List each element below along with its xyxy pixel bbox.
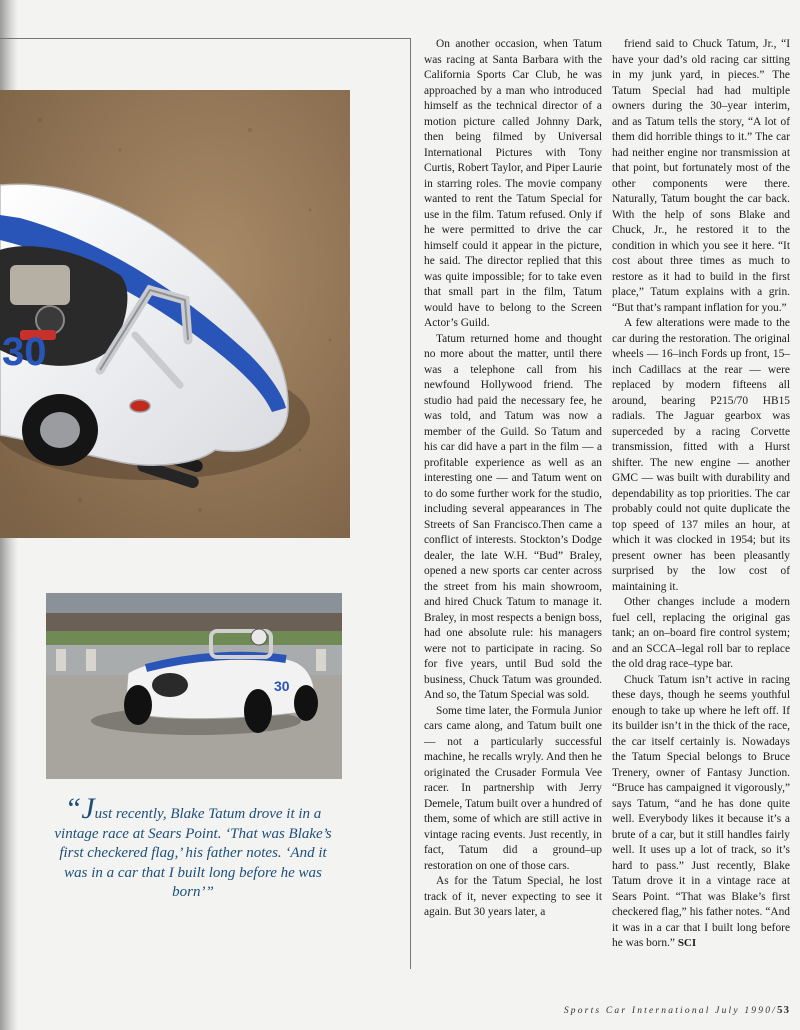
race-car-overhead-photo [0,90,350,538]
article-column-2 [612,37,790,952]
svg-text:30: 30 [2,330,47,374]
paragraph: friend said to Chuck Tatum, Jr., “I have your dad’s old racing car sitting in my junk yard, in pieces.” The Tatum Special had had multiple owners during the 30–year interim, and as Tatum tells the story, “A lot of them did horrible things to it.” The car had neither engine nor transmission at that point, but fortunately most of the other components were there. Naturally, Tatum bought the car back. With the help of sons Blake and Chuck, Jr., he restored it to the condition in which you see it here. “It cost about three times as much to restore as it had to build in the first place,” Tatum explains with a grin. “But that’s rampant inflation for you.” [612,38,790,314]
svg-text:30: 30 [274,678,290,694]
page-footer [520,1004,790,1016]
pull-quote-initial: “J [64,792,95,825]
race-car-on-track-photo [46,593,342,779]
paragraph: A few alterations were made to the car during the restoration. The original wheels — 16–inch Fords up front, 15–inch Cadillacs at the rear — were replaced by modern fifteens all around, bearing P215/70 HB15 radials. The Jaguar gearbox was superceded by a racing Corvette transmission, fitted with a Hurst shifter. The new engine — another GMC — was built with durability and dependability as top priorities. The car probably could not quite duplicate the top speed of 137 miles an hour, at which it was clocked in 1954; but its present owner has been pleasantly surprised by the low cost of maintaining it. [612,317,790,593]
end-mark: SCI [677,937,697,949]
paragraph: Some time later, the Formula Junior cars came along, and Tatum built one — not a particularly successful machine, he recalls wryly. And then he originated the Crusader Formula Vee racer. In partnership with Jerry Demele, Tatum built over a hundred of them, some of which are still active in vintage racing events. Just recently, in fact, Tatum did a ground–up restoration on one of those cars. [424,704,602,872]
paragraph: On another occasion, when Tatum was racing at Santa Barbara with the California Sports Car Club, he was approached by a man who introduced himself as the technical director of a motion picture called Johnny Dark, then being filmed by Universal International Pictures with Tony Curtis, Robert Taylor, and Piper Laurie in starring roles. The movie company wanted to rent the Tatum Special for use in the film. Tatum refused. Only if he were permitted to drive the car himself could it appear in the picture, he said. The director replied that this was quite impossible; for to take even that small part in the film, Tatum would have to belong to the Screen Actor’s Guild. [424,38,602,329]
paragraph [612,673,790,952]
footer-magazine-date: Sports Car International July 1990/ [563,1006,777,1016]
pull-quote [48,792,338,903]
paragraph: As for the Tatum Special, he lost track of it, never expecting to see it again. But 30 years later, a [424,875,602,918]
pull-quote-text: ust recently, Blake Tatum drove it in a vintage race at Sears Point. ‘That was Blake’s first checkered flag,’ his father notes. ‘And it was in a car that I built long before he was born’” [54,806,332,900]
paragraph-text: Chuck Tatum isn’t active in racing these days, though he seems youthful enough to take up where he left off. If its builder isn’t in the thick of the race, the car itself certainly is. Nowadays the Tatum Special belongs to Bruce Trenery, owner of Fantasy Junction. “Bruce has campaigned it vigorously,” says Tatum, “and he has done quite well. Everybody likes it because it’s a brute of a car, but it still handles fairly well. It uses up a lot of track, so it’s hard to pass.” Just recently, Blake Tatum drove it in a vintage race at Sears Point. “That was Blake’s first checkered flag,” his father notes. “And it was in a car that I built long before he was born.” [612,673,790,949]
article-column-1 [424,37,602,921]
paragraph: Other changes include a modern fuel cell, replacing the original gas tank; an on–board fire control system; and an SCCA–legal roll bar to replace the old drag race–type bar. [612,596,790,670]
paragraph: Tatum returned home and thought no more about the matter, until there was a telephone call from his newfound Hollywood friend. The studio had paid the necessary fee, he was told, and Tatum was now a member of the Guild. So Tatum and his car did have a part in the film — a profitable experience as well as an interesting one — and Tatum went on to do some further work for the studio, including several appearances in The Streets of San Francisco.Then came a conflict of interests. Stockton’s Dodge dealer, the late W.H. “Bud” Braley, opened a new sports car center across the street from his main showroom, and hired Chuck Tatum to manage it. Braley, in most respects a benign boss, had one absolute rule: his managers were not to participate in racing. So for five years, until Bud sold the business, Chuck Tatum was grounded. And so, the Tatum Special was sold. [424,332,602,701]
page-number: 53 [777,1004,790,1016]
